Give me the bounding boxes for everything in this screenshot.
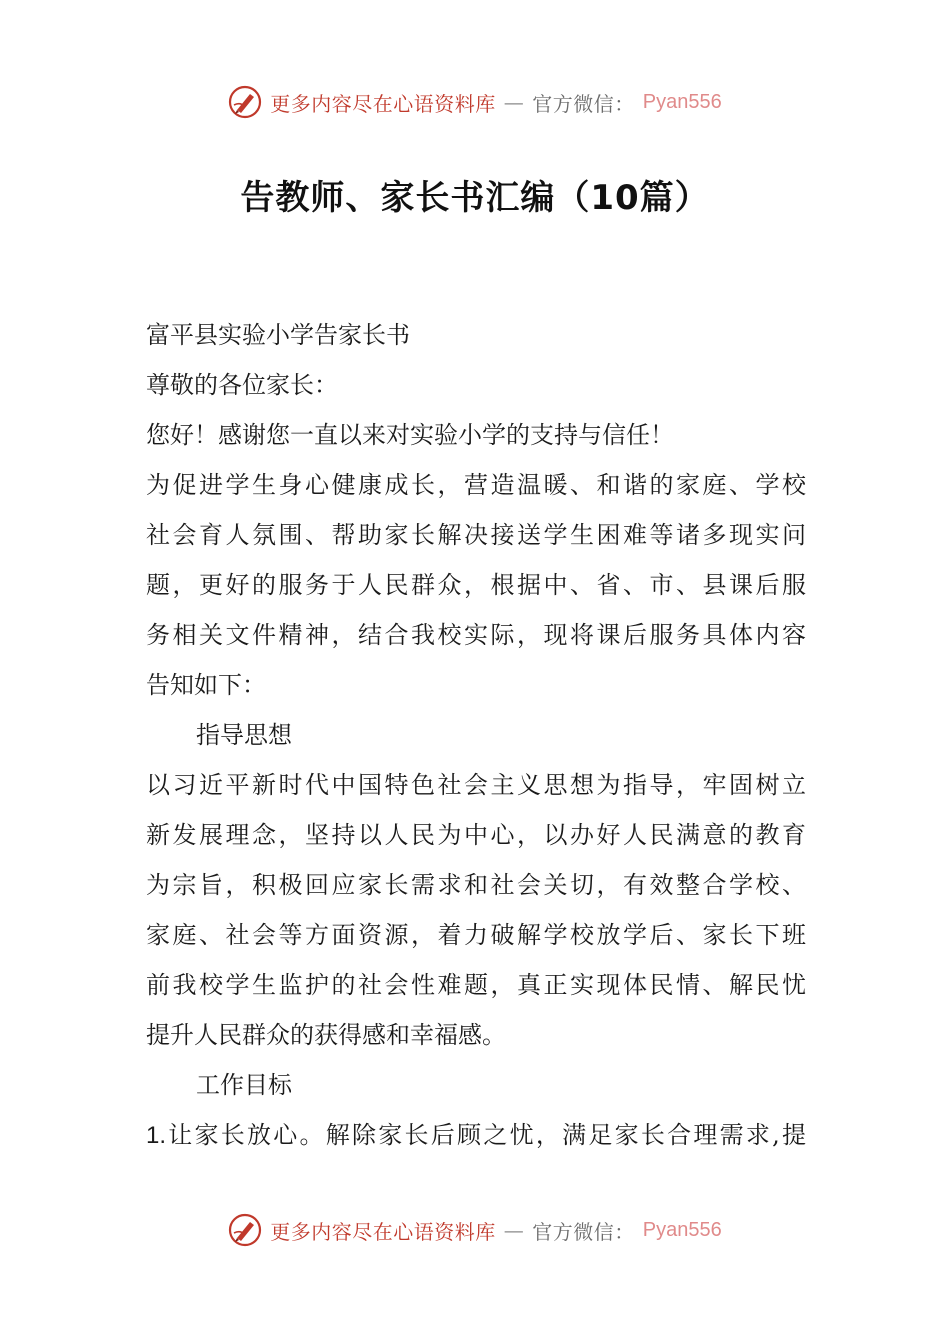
paragraph-line: 家庭、社会等方面资源，着力破解学校放学后、家长下班 [146, 921, 806, 949]
banner-wechat-id: Pyan556 [642, 90, 722, 113]
document-body [146, 310, 806, 1160]
banner-dash: — [503, 90, 525, 114]
section-heading-guiding-ideology: 指导思想 [196, 721, 292, 749]
banner-dash: — [503, 1218, 525, 1242]
item-text: 让家长放心。解除家长后顾之忧，满足家长合理需求,提 [166, 1121, 806, 1149]
pen-logo-icon [228, 85, 262, 119]
paragraph-line: 社会育人氛围、帮助家长解决接送学生困难等诸多现实问 [146, 521, 806, 549]
numbered-item [146, 1110, 806, 1160]
item-number: 1. [146, 1122, 167, 1149]
paragraph-line: 提升人民群众的获得感和幸福感。 [146, 1021, 506, 1049]
banner-wechat-id: Pyan556 [642, 1218, 722, 1241]
paragraph-line: 前我校学生监护的社会性难题，真正实现体民情、解民忧 [146, 971, 806, 999]
paragraph-line: 为促进学生身心健康成长，营造温暖、和谐的家庭、学校 [146, 471, 806, 499]
banner-site-name: 更多内容尽在心语资料库 [270, 91, 496, 116]
paragraph-line: 题，更好的服务于人民群众，根据中、省、市、县课后服 [146, 571, 806, 599]
banner-content [228, 85, 721, 119]
pen-logo-icon [228, 1213, 262, 1247]
section-heading-work-goals: 工作目标 [196, 1071, 292, 1099]
header-banner [0, 80, 950, 124]
banner-site-name: 更多内容尽在心语资料库 [270, 1219, 496, 1244]
paragraph-line: 以习近平新时代中国特色社会主义思想为指导，牢固树立 [146, 771, 806, 799]
greeting: 您好！感谢您一直以来对实验小学的支持与信任！ [146, 421, 674, 449]
school-title: 富平县实验小学告家长书 [146, 321, 410, 349]
footer-banner [0, 1208, 950, 1252]
banner-wechat-label: 官方微信： [532, 1219, 635, 1244]
paragraph-line: 为宗旨，积极回应家长需求和社会关切，有效整合学校、 [146, 871, 806, 899]
banner-wechat-label: 官方微信： [532, 91, 635, 116]
salutation: 尊敬的各位家长： [146, 371, 338, 399]
banner-content [228, 1213, 721, 1247]
document-title: 告教师、家长书汇编（10篇） [240, 178, 710, 218]
paragraph-line: 新发展理念，坚持以人民为中心，以办好人民满意的教育 [146, 821, 806, 849]
paragraph-line: 告知如下： [146, 671, 266, 699]
paragraph-line: 务相关文件精神，结合我校实际，现将课后服务具体内容 [146, 621, 806, 649]
